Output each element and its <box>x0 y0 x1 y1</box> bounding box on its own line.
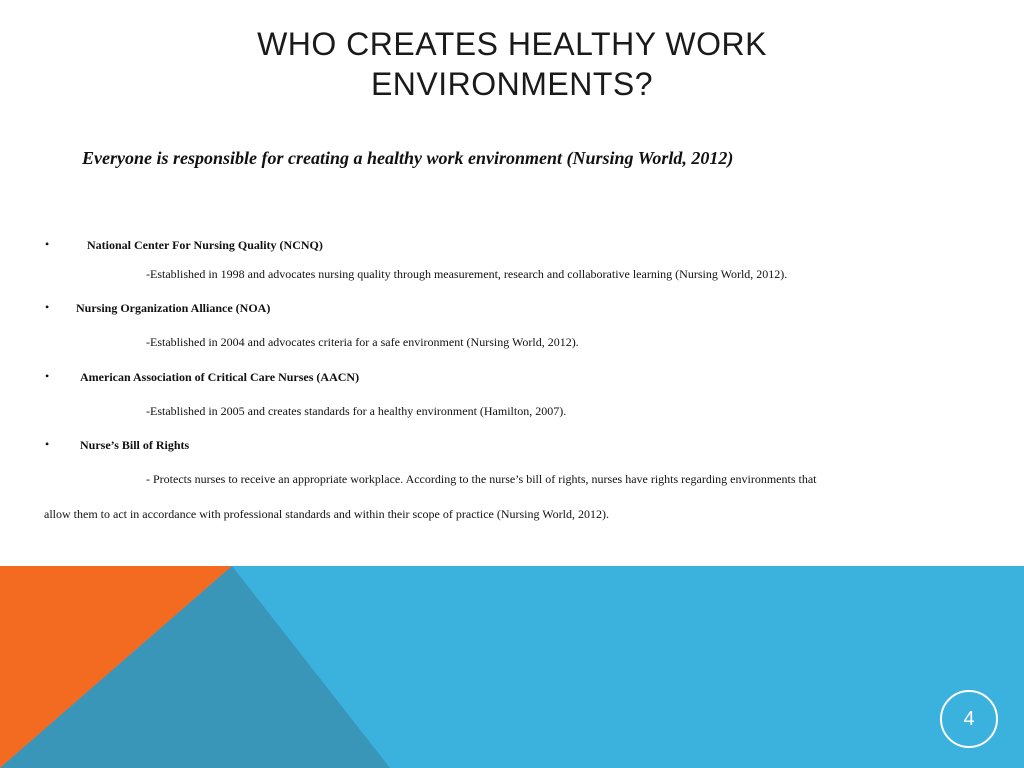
item-heading-noa: Nursing Organization Alliance (NOA) <box>76 301 271 315</box>
footer-decoration <box>0 566 1024 768</box>
slide-subtitle: Everyone is responsible for creating a healthy work environment (Nursing World, 2012) <box>82 148 734 168</box>
item-description-continuation: allow them to act in accordance with professional standards and within their scope of practice (Nursing World, 2012). <box>44 507 609 521</box>
bullet-icon: • <box>45 369 50 383</box>
item-description-noa: -Established in 2004 and advocates criteria for a safe environment (Nursing World, 2012). <box>146 335 579 349</box>
page-number-badge: 4 <box>940 690 998 748</box>
item-description-aacn: -Established in 2005 and creates standards for a healthy environment (Hamilton, 2007). <box>146 404 567 418</box>
slide-title-line1: WHO CREATES HEALTHY WORK <box>257 26 767 62</box>
item-heading-aacn: American Association of Critical Care Nurses (AACN) <box>80 370 360 384</box>
slide-title <box>0 24 1024 104</box>
bullet-icon: • <box>45 437 50 451</box>
item-description-bill-of-rights: - Protects nurses to receive an appropriate workplace. According to the nurse’s bill of rights, nurses have rights regarding environments that <box>146 472 817 486</box>
footer-shapes <box>0 566 1024 768</box>
item-heading-ncnq: National Center For Nursing Quality (NCNQ) <box>87 238 323 252</box>
item-heading-bill-of-rights: Nurse’s Bill of Rights <box>80 438 190 452</box>
slide-title-line2: ENVIRONMENTS? <box>370 66 654 102</box>
item-description-ncnq: -Established in 1998 and advocates nursing quality through measurement, research and collaborative learning (Nursing World, 2012). <box>146 267 788 281</box>
bullet-icon: • <box>45 300 50 314</box>
bullet-icon: • <box>45 237 50 251</box>
